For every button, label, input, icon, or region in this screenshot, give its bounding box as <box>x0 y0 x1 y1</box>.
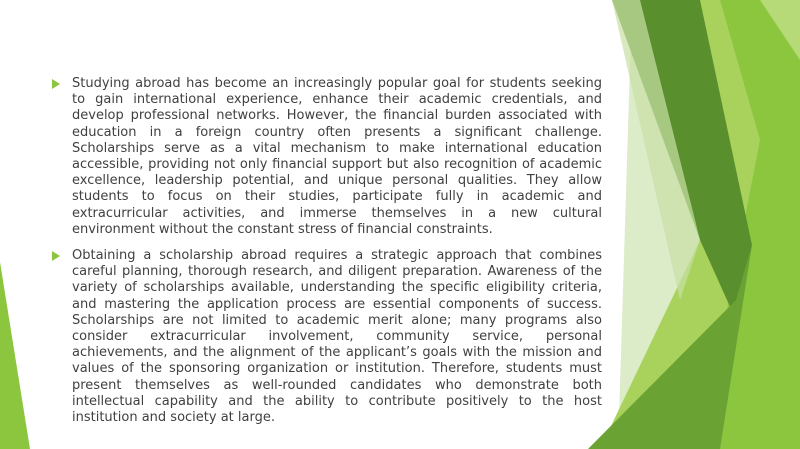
bullet-text: Obtaining a scholarship abroad requires a strategic approach that combines careful planning, thorough research, and diligent preparation. Awareness of the variety of scholarships available, understanding the specific eligibility criteria, and mastering the application process are essential components of success. Scholarships are not limited to academic merit alone; many programs also consider extracurricular involvement, community service, personal achievements, and the alignment of the applicant’s goals with the mission and values of the sponsoring organization or institution. Therefore, students must present themselves as well-rounded candidates who demonstrate both intellectual capability and the ability to contribute positively to the host institution and society at large. <box>72 248 602 426</box>
bullet-text: Studying abroad has become an increasingly popular goal for students seeking to gain international experience, enhance their academic credentials, and develop professional networks. However, the financial burden associated with education in a foreign country often presents a significant challenge. Scholarships serve as a vital mechanism to make international education accessible, providing not only financial support but also recognition of academic excellence, leadership potential, and unique personal qualities. They allow students to focus on their studies, participate fully in academic and extracurricular activities, and immerse themselves in a new cultural environment without the constant stress of financial constraints. <box>72 76 602 237</box>
bullet-arrow-icon <box>52 251 60 261</box>
left-accent-shape <box>0 262 30 449</box>
bullet-item <box>50 76 602 238</box>
bullet-arrow-icon <box>52 79 60 89</box>
bullet-item <box>50 248 602 426</box>
slide-body <box>50 76 602 436</box>
